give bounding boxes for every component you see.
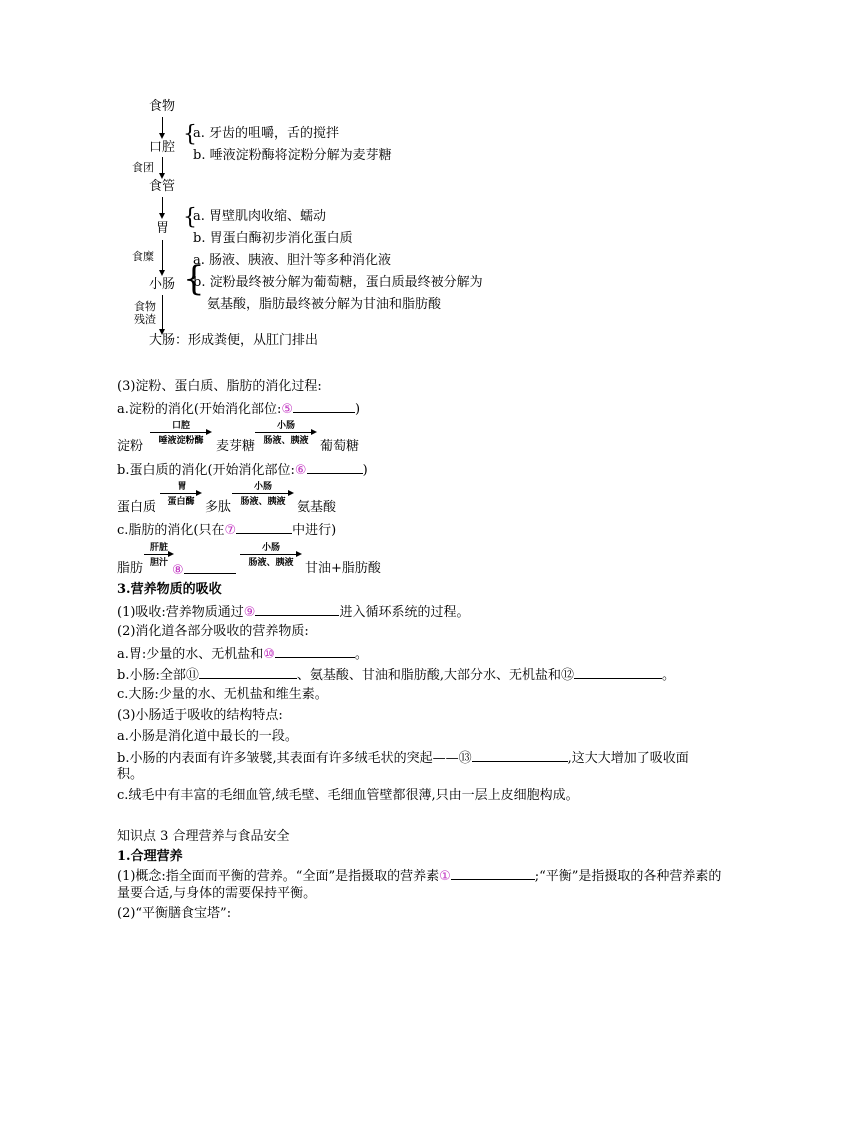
flow-chyme: 食糜 <box>132 250 154 263</box>
flow-arrow-4 <box>162 240 163 274</box>
blank-mark-12: ⑫ <box>561 668 575 683</box>
absorption-heading: 3.营养物质的吸收 <box>117 582 222 597</box>
nutrition-concept: (1)概念:指全面而平衡的营养。“全面”是指摄取的营养素① ;“平衡”是指摄取的各种营养素的 <box>117 866 721 886</box>
fat-arrow2 <box>240 554 300 555</box>
starch-arrow1 <box>150 432 210 433</box>
amino-label: 氨基酸 <box>297 500 337 515</box>
starch-label: 淀粉 <box>117 439 144 454</box>
protein-arrow2-bottom: 肠液、胰液 <box>240 497 286 507</box>
absorption-stomach: a.胃:少量的水、无机盐和⑩ 。 <box>117 644 368 664</box>
digestion-heading: (3)淀粉、蛋白质、脂肪的消化过程: <box>117 379 322 394</box>
fat-arrow2-top: 小肠 <box>261 543 280 553</box>
flow-stomach-b: b. 胃蛋白酶初步消化蛋白质 <box>193 231 353 246</box>
fat-mark-8: ⑧ <box>172 560 236 580</box>
absorption-parts-heading: (2)消化道各部分吸收的营养物质: <box>117 624 309 639</box>
flow-residue-2: 残渣 <box>134 313 156 326</box>
flow-brace-si: { <box>183 259 205 299</box>
flow-mouth-b: b. 唾液淀粉酶将淀粉分解为麦芽糖 <box>193 148 392 163</box>
blank-mark-6: ⑥ <box>294 463 307 478</box>
feature-b-cont: 积。 <box>117 767 144 782</box>
flow-food: 食物 <box>149 99 176 114</box>
blank-mark-7: ⑦ <box>224 523 237 538</box>
starch-arrow2 <box>255 432 315 433</box>
starch-arrow1-top: 口腔 <box>171 421 190 431</box>
features-heading: (3)小肠适于吸收的结构特点: <box>117 708 283 723</box>
flow-arrow-5 <box>162 295 163 333</box>
nutrition-heading: 1.合理营养 <box>117 849 183 864</box>
peptide-label: 多肽 <box>205 500 232 515</box>
blank-11[interactable] <box>199 665 297 679</box>
starch-arrow2-top: 小肠 <box>276 421 295 431</box>
starch-arrow1-bottom: 唾液淀粉酶 <box>158 436 204 446</box>
fat-arrow1-bottom: 胆汁 <box>149 558 168 568</box>
fat-arrow1-top: 肝脏 <box>149 543 168 553</box>
protein-arrow2 <box>232 493 292 494</box>
flow-stomach: 胃 <box>156 221 170 236</box>
blank-mark-13: ⑬ <box>458 751 472 766</box>
flow-si-b2: 氨基酸，脂肪最终被分解为甘油和脂肪酸 <box>207 297 442 312</box>
flow-large-intestine: 大肠：形成粪便，从肛门排出 <box>149 333 319 348</box>
maltose-label: 麦芽糖 <box>216 439 256 454</box>
flow-arrow-1 <box>162 117 163 137</box>
blank-6[interactable] <box>307 460 363 474</box>
feature-b: b.小肠的内表面有许多皱襞,其表面有许多绒毛状的突起——⑬ ,这大大增加了吸收面 <box>117 748 689 768</box>
fat-arrow1 <box>144 554 172 555</box>
glucose-label: 葡萄糖 <box>320 439 360 454</box>
flow-mouth-a: a. 牙齿的咀嚼，舌的搅拌 <box>193 126 340 141</box>
blank-5[interactable] <box>293 399 355 413</box>
protein-arrow1 <box>160 493 200 494</box>
fat-arrow2-bottom: 肠液、胰液 <box>248 558 294 568</box>
flow-stomach-a: a. 胃壁肌肉收缩、蠕动 <box>193 209 327 224</box>
flow-bolus: 食团 <box>132 161 154 174</box>
nutrition-section-title: 知识点 3 合理营养与食品安全 <box>117 829 290 844</box>
flow-brace-stomach: { <box>183 205 197 230</box>
protein-label: 蛋白质 <box>117 500 157 515</box>
fat-label: 脂肪 <box>117 561 144 576</box>
blank-10[interactable] <box>275 644 355 658</box>
blank-7[interactable] <box>236 520 292 534</box>
blank-12[interactable] <box>574 665 662 679</box>
flow-esophagus: 食管 <box>149 179 176 194</box>
flow-residue-1: 食物 <box>134 300 156 313</box>
fat-title: c.脂肪的消化(只在⑦ 中进行) <box>117 520 336 540</box>
flow-mouth: 口腔 <box>149 140 176 155</box>
blank-13[interactable] <box>472 748 568 762</box>
flow-brace-mouth: { <box>183 122 197 147</box>
blank-mark-1: ① <box>439 869 451 884</box>
blank-9[interactable] <box>255 602 339 616</box>
blank-8[interactable] <box>184 560 236 574</box>
absorption-small-intestine: b.小肠:全部⑪ 、氨基酸、甘油和脂肪酸,大部分水、无机盐和⑫ 。 <box>117 665 675 685</box>
fat-product-label: 甘油+脂肪酸 <box>305 561 381 576</box>
feature-a: a.小肠是消化道中最长的一段。 <box>117 729 298 744</box>
blank-mark-9: ⑨ <box>243 605 256 620</box>
flow-small-intestine: 小肠 <box>149 277 176 292</box>
pagoda-heading: (2)“平衡膳食宝塔”: <box>117 906 232 921</box>
starch-arrow2-bottom: 肠液、胰液 <box>263 436 309 446</box>
flow-arrow-2 <box>162 157 163 177</box>
absorption-large-intestine: c.大肠:少量的水、无机盐和维生素。 <box>117 687 328 702</box>
protein-title: b.蛋白质的消化(开始消化部位:⑥ ) <box>117 460 368 480</box>
absorption-concept: (1)吸收:营养物质通过⑨ 进入循环系统的过程。 <box>117 602 469 622</box>
blank-mark-11: ⑪ <box>185 668 199 683</box>
flow-arrow-3 <box>162 197 163 217</box>
flow-si-a: a. 肠液、胰液、胆汁等多种消化液 <box>193 253 392 268</box>
protein-arrow1-top: 胃 <box>177 482 187 492</box>
starch-title: a.淀粉的消化(开始消化部位:⑤ ) <box>117 399 360 419</box>
nutrition-concept-cont: 量要合适,与身体的需要保持平衡。 <box>117 886 317 901</box>
protein-arrow1-bottom: 蛋白酶 <box>167 497 195 507</box>
flow-si-b1: b. 淀粉最终被分解为葡萄糖，蛋白质最终被分解为 <box>193 275 483 290</box>
protein-arrow2-top: 小肠 <box>253 482 272 492</box>
blank-1[interactable] <box>451 866 535 880</box>
blank-mark-10: ⑩ <box>263 647 275 662</box>
blank-mark-5: ⑤ <box>281 402 293 417</box>
feature-c: c.绒毛中有丰富的毛细血管,绒毛壁、毛细血管壁都很薄,只由一层上皮细胞构成。 <box>117 788 579 803</box>
